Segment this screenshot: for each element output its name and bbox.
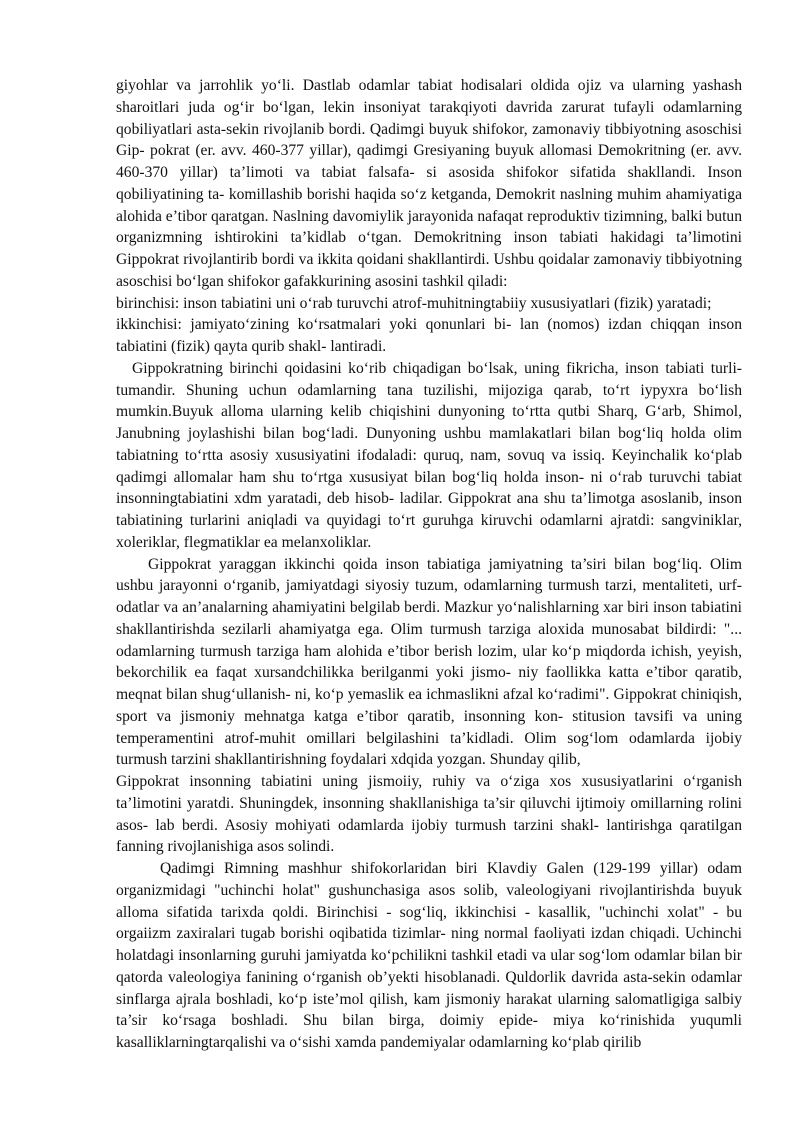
paragraph-second-rule: ikkinchisi: jamiyato‘zining ko‘rsatmalari yoki qonunlari bi- lan (nomos) izdan chiqqan inson tabiatini (fizik) qayta qurib shakl- lantiradi. [116, 316, 742, 355]
paragraph-galen-intro-continued: giyohlar va jarrohlik yo‘li. Dastlab odamlar tabiat hodisalari oldida ojiz va ularning yashash sharoitlari juda og‘ir bo‘lgan, lekin insoniyat tarakqiyoti davrida zarurat tufayli odamlarning qobiliyatlari asta-sekin rivojlanib bordi. Qadimgi buyuk shifokor, zamonaviy tibbiyotning asoschisi Gip- pokrat (er. avv. 460-377 yillar), qadimgi Gresiyaning buyuk allomasi Demokritning (er. avv. 460-370 yillar) ta’limoti va tabiat falsafa- si asosida shifokor sifatida shakllandi. Inson qobiliyatining ta- komillashib borishi haqida so‘z ketganda, Demokrit naslning muhim ahamiyatiga alohida e’tibor qaratgan. Naslning davomiylik jarayonida nafaqat reproduktiv tizimning, balki butun organizmning ishtirokini ta’kidlab o‘tgan. Demokritning inson tabiati hakidagi ta’limotini Gippokrat rivojlantirib bordi va ikkita qoidani shakllantirdi. Ushbu qoidalar zamonaviy tibbiyotning asoschisi bo‘lgan shifokor gafakkurining asosini tashkil qiladi: [116, 77, 742, 290]
paragraph-hippocrates-first-rule: Gippokratning birinchi qoidasini ko‘rib chiqadigan bo‘lsak, uning fikricha, inson tabiati turli-tumandir. Shuning uchun odamlarning tana tuzilishi, mijoziga qarab, to‘rt iypyxra bo‘lish mumkin.Buyuk alloma ularning kelib chiqishini dunyoning to‘rtta qutbi Sharq, G‘arb, Shimol, Janubning joylashishi bilan bog‘ladi. Dunyoning ushbu mamlakatlari bilan bog‘liq holda olim tabiatning to‘rtta asosiy xususiyatini ifodaladi: quruq, nam, sovuq va issiq. Keyinchalik ko‘plab qadimgi allomalar ham shu to‘rtga xususiyat bilan bog‘liq holda inson- ni o‘rab turuvchi tabiat insonningtabiatini xdm yaratadi, deb hisob- ladilar. Gippokrat ana shu ta’limotga asoslanib, inson tabiatining turlarini aniqladi va quyidagi to‘rt guruhga kiruvchi odamlarni ajratdi: sangviniklar, xoleriklar, flegmatiklar ea melanxoliklar. [116, 359, 742, 551]
paragraph-hippocrates-second-rule: Gippokrat yaraggan ikkinchi qoida inson tabiatiga jamiyatning ta’siri bilan bog‘liq. Olim ushbu jarayonni o‘rganib, jamiyatdagi siyosiy tuzum, odamlarning turmush tarzi, mentaliteti, urf-odatlar va an’analarning ahamiyatini belgilab berdi. Mazkur yo‘nalishlarning xar biri inson tabiatini shakllantirishda sezilarli ahamiyatga ega. Olim turmush tarziga aloxida munosabat bildirdi: "... odamlarning turmush tarziga ham alohida e’tibor berish lozim, ular ko‘p miqdorda ichish, yeyish, bekorchilik ea faqat xursandchilikka berilganmi yoki jismo- niy faollikka katta e’tibor qaratib, meqnat bilan shug‘ullanish- ni, ko‘p yemaslik ea ichmaslikni afzal ko‘radimi". Gippokrat chiniqish, sport va jismoniy mehnatga katga e’tibor qaratib, insonning kon- stitusion tavsifi va uning temperamentini atrof-muhit omillari belgilashini ta’kidladi. Olim sog‘lom odamlarda ijobiy turmush tarzini shakllantirishning foydalari xdqida yozgan. Shunday qilib, [116, 555, 742, 769]
paragraph-first-rule: birinchisi: inson tabiatini uni o‘rab turuvchi atrof-muhitningtabiiy xususiyatlari (fizik) yaratadi; [116, 294, 712, 312]
paragraph-hippocrates-conclusion: Gippokrat insonning tabiatini uning jismoiiy, ruhiy va o‘ziga xos xususiyatlarini o‘rganish ta’limotini yaratdi. Shuningdek, insonning shakllanishiga ta’sir qiluvchi ijtimoiy omillarning rolini asos- lab berdi. Asosiy mohiyati odamlarda ijobiy turmush tarzini shakl- lantirishga qaratilgan fanning rivojlanishiga asos solindi. [116, 773, 742, 856]
paragraph-galen: Qadimgi Rimning mashhur shifokorlaridan biri Klavdiy Galen (129-199 yillar) odam organizmidagi "uchinchi holat" gushunchasiga asos solib, valeologiyani rivojlantirishda buyuk alloma sifatida tarixda qoldi. Birinchisi - sog‘liq, ikkinchisi - kasallik, "uchinchi xolat" - bu orgaiizm zaxiralari tugab borishi oqibatida tizimlar- ning normal faoliyati izdan chiqadi. Uchinchi holatdagi insonlarning guruhi jamiyatda ko‘pchilikni tashkil etadi va ular sog‘lom odamlar bilan bir qatorda valeologiya fanining o‘rganish ob’yekti hisoblanadi. Quldorlik davrida asta-sekin odamlar sinflarga ajrala boshladi, ko‘p iste’mol qilish, kam jismoniy harakat ularning salomatligiga salbiy ta’sir ko‘rsaga boshladi. Shu bilan birga, doimiy epide- miya ko‘rinishida yuqumli kasalliklarningtarqalishi va o‘sishi xamda pandemiyalar odamlarning ko‘plab qirilib [116, 860, 742, 1051]
document-page [116, 75, 742, 1054]
